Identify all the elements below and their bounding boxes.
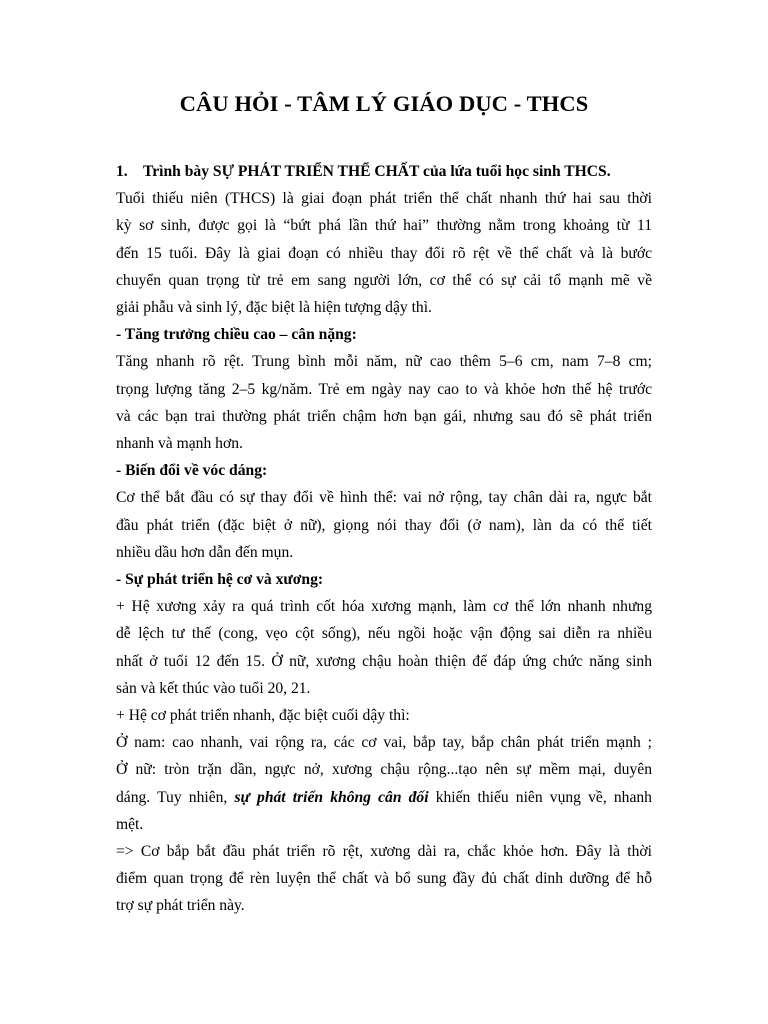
paragraph-line: => Cơ bắp bắt đầu phát triển rõ rệt, xương dài ra, chắc khỏe hơn. Đây là thời — [116, 843, 652, 861]
height-weight-paragraph — [116, 348, 652, 457]
paragraph-line: + Hệ cơ phát triển nhanh, đặc biệt cuối dậy thì: — [116, 707, 410, 725]
question-heading — [116, 158, 652, 185]
intro-line: kỳ sơ sinh, được gọi là “bứt phá lần thứ hai” thường nằm trong khoảng từ 11 — [116, 217, 652, 235]
muscle-paragraph — [116, 702, 652, 838]
question-number: 1. — [116, 163, 128, 180]
document-content — [116, 84, 652, 920]
uneven-before: dáng. Tuy nhiên, — [116, 788, 235, 806]
conclusion-paragraph — [116, 838, 652, 920]
intro-line: giải phẫu và sinh lý, đặc biệt là hiện tượng dậy thì. — [116, 299, 432, 317]
paragraph-line: nhiều dầu hơn dẫn đến mụn. — [116, 543, 294, 561]
paragraph-line: và các bạn trai thường phát triển chậm hơn bạn gái, nhưng sau đó sẽ phát triển — [116, 407, 652, 425]
paragraph-line-with-emphasis — [116, 784, 652, 811]
paragraph-line: dễ lệch tư thế (cong, vẹo cột sống), nếu ngồi hoặc vận động sai diễn ra nhiều — [116, 625, 652, 643]
intro-line: Tuổi thiếu niên (THCS) là giai đoạn phát triển thể chất nhanh thứ hai sau thời — [116, 190, 652, 208]
paragraph-line: đầu phát triển (đặc biệt ở nữ), giọng nói thay đổi (ở nam), làn da có thể tiết — [116, 516, 652, 534]
intro-paragraph — [116, 185, 652, 321]
paragraph-line: Ở nữ: tròn trặn dần, ngực nở, xương chậu rộng...tạo nên sự mềm mại, duyên — [116, 761, 652, 779]
paragraph-line: Tăng nhanh rõ rệt. Trung bình mỗi năm, nữ cao thêm 5–6 cm, nam 7–8 cm; — [116, 353, 652, 371]
emphasis-text: sự phát triển không cân đối — [234, 788, 429, 806]
uneven-after: khiến thiếu niên vụng về, nhanh — [428, 788, 652, 806]
section-heading-height-weight: - Tăng trưởng chiều cao – cân nặng: — [116, 326, 357, 344]
paragraph-line: nhất ở tuổi 12 đến 15. Ở nữ, xương chậu hoàn thiện để đáp ứng chức năng sinh — [116, 652, 652, 670]
paragraph-line: sản và kết thúc vào tuổi 20, 21. — [116, 679, 311, 697]
paragraph-line: Ở nam: cao nhanh, vai rộng ra, các cơ vai, bắp tay, bắp chân phát triển mạnh ; — [116, 734, 652, 752]
paragraph-line: trợ sự phát triển này. — [116, 897, 245, 915]
paragraph-line: trọng lượng tăng 2–5 kg/năm. Trẻ em ngày nay cao to và khỏe hơn thế hệ trước — [116, 380, 652, 398]
paragraph-line: điểm quan trọng để rèn luyện thể chất và bổ sung đầy đủ chất dinh dưỡng để hỗ — [116, 870, 652, 888]
bone-paragraph — [116, 593, 652, 702]
paragraph-line: nhanh và mạnh hơn. — [116, 435, 243, 453]
physique-paragraph — [116, 484, 652, 566]
intro-line: chuyển quan trọng từ trẻ em sang người lớn, cơ thể có sự cải tổ mạnh mẽ về — [116, 271, 652, 289]
paragraph-line: mệt. — [116, 815, 144, 833]
section-heading-muscle-bone: - Sự phát triển hệ cơ và xương: — [116, 571, 324, 589]
question-text: Trình bày SỰ PHÁT TRIỂN THỂ CHẤT của lứa tuổi học sinh THCS. — [143, 163, 611, 180]
paragraph-line: + Hệ xương xảy ra quá trình cốt hóa xương mạnh, làm cơ thể lớn nhanh nhưng — [116, 598, 652, 616]
section-heading-physique: - Biến đổi về vóc dáng: — [116, 462, 268, 480]
paragraph-line: Cơ thể bắt đầu có sự thay đổi về hình thể: vai nở rộng, tay chân dài ra, ngực bắt — [116, 489, 652, 507]
document-title: CÂU HỎI - TÂM LÝ GIÁO DỤC - THCS — [179, 91, 589, 116]
intro-line: đến 15 tuổi. Đây là giai đoạn có nhiều thay đổi rõ rệt về thể chất và là bước — [116, 244, 652, 262]
